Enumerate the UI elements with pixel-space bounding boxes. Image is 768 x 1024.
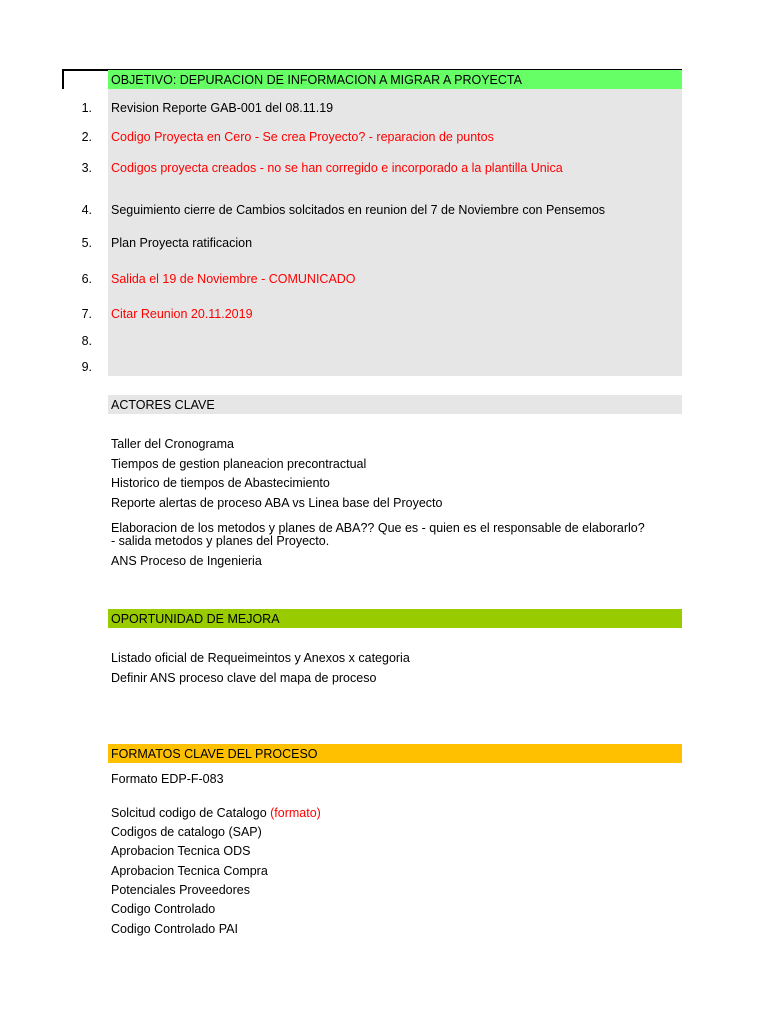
objective-item: Codigos proyecta creados - no se han corregido e incorporado a la plantilla Unica [111,161,563,175]
item-number: 4. [81,203,92,217]
oportunidad-item: Definir ANS proceso clave del mapa de proceso [111,671,377,685]
objective-item: Plan Proyecta ratificacion [111,236,253,250]
oportunidad-header [108,609,682,628]
formatos-item: Potenciales Proveedores [111,883,250,897]
objective-item: Codigo Proyecta en Cero - Se crea Proyecto? - reparacion de puntos [111,130,494,144]
actores-item: Tiempos de gestion planeacion precontractual [111,457,367,471]
objective-item: Seguimiento cierre de Cambios solcitados en reunion del 7 de Noviembre con Pensemos [111,203,606,217]
objective-item: Salida el 19 de Noviembre - COMUNICADO [111,272,356,286]
actores-item: Reporte alertas de proceso ABA vs Linea base del Proyecto [111,496,443,510]
oportunidad-header-label: OPORTUNIDAD DE MEJORA [111,612,280,626]
formatos-item: Codigo Controlado [111,902,216,916]
item-number: 2. [81,130,92,144]
formatos-header-label: FORMATOS CLAVE DEL PROCESO [111,747,318,761]
catalogo-request [111,806,321,820]
actores-item: - salida metodos y planes del Proyecto. [111,534,330,548]
formatos-item: Aprobacion Tecnica Compra [111,864,268,878]
item-number: 9. [81,360,92,374]
oportunidad-item: Listado oficial de Requeimeintos y Anexos x categoria [111,651,410,665]
actores-item: Elaboracion de los metodos y planes de ABA?? Que es - quien es el responsable de elaborarlo? [111,521,645,535]
actores-item: Historico de tiempos de Abastecimiento [111,476,330,490]
objective-title: OBJETIVO: DEPURACION DE INFORMACION A MIGRAR A PROYECTA [111,73,522,87]
formatos-item: Codigo Controlado PAI [111,922,238,936]
formato-code: Formato EDP-F-083 [111,772,224,786]
actores-item: Taller del Cronograma [111,437,234,451]
item-number: 1. [81,101,92,115]
item-number: 3. [81,161,92,175]
formatos-item: Codigos de catalogo (SAP) [111,825,262,839]
objective-header [108,70,682,89]
actores-header [108,395,682,414]
item-number: 5. [81,236,92,250]
formatos-item: Aprobacion Tecnica ODS [111,844,251,858]
item-number: 7. [81,307,92,321]
objective-item: Citar Reunion 20.11.2019 [111,307,253,321]
item-number: 6. [81,272,92,286]
item-number: 8. [81,334,92,348]
objective-item: Revision Reporte GAB-001 del 08.11.19 [111,101,334,115]
actores-item: ANS Proceso de Ingenieria [111,554,262,568]
catalogo-format-link: (formato) [270,806,321,820]
formatos-header [108,744,682,763]
actores-header-label: ACTORES CLAVE [111,398,215,412]
catalogo-request-label: Solcitud codigo de Catalogo [111,806,271,820]
